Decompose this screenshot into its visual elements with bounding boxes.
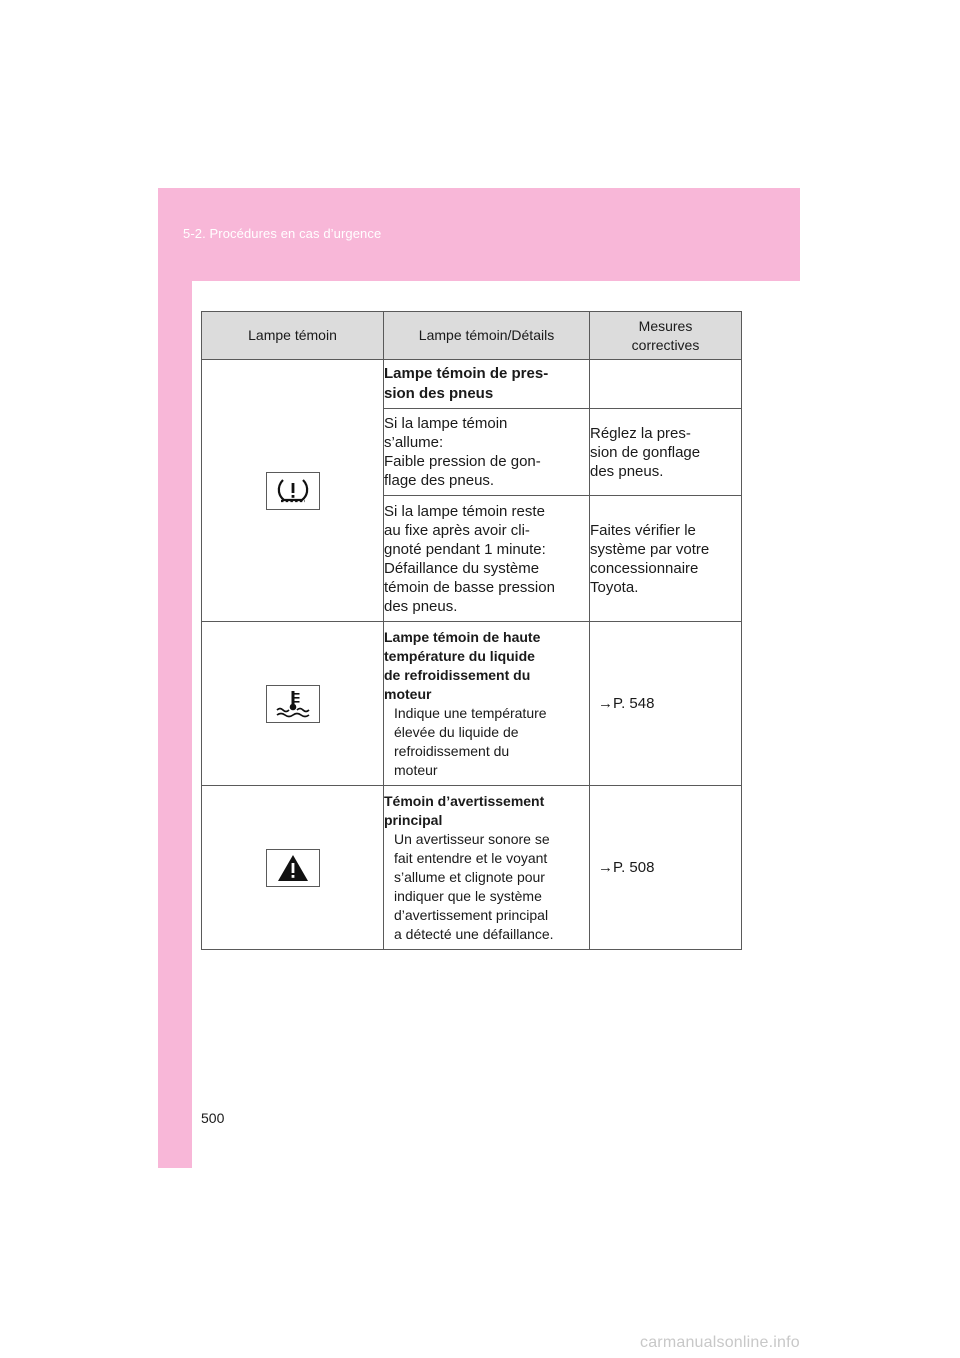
tpms-malfunction-action: Faites vérifier le système par votre concessionnaire Toyota. bbox=[590, 496, 742, 622]
tpms-low-pressure-action: Réglez la pres- sion de gonflage des pneus. bbox=[590, 409, 742, 496]
tpms-malfunction-detail: Si la lampe témoin reste au fixe après avoir cli- gnoté pendant 1 minute: Défaillance du système témoin de basse pression des pneus. bbox=[384, 496, 590, 622]
tpms-title-action-empty bbox=[590, 360, 742, 409]
header-corrective-action: Mesures correctives bbox=[590, 312, 742, 360]
master-warning-detail: Témoin d’avertissement principal Un avertisseur sonore se fait entendre et le voyant s’allume et clignote pour indiquer que le système d’avertissement principal a détecté une défaillance. bbox=[384, 786, 590, 950]
coolant-icon-cell bbox=[202, 622, 384, 786]
warning-lights-table bbox=[201, 311, 742, 950]
site-watermark: carmanualsonline.info bbox=[640, 1334, 800, 1351]
header-details: Lampe témoin/Détails bbox=[384, 312, 590, 360]
tpms-icon-cell bbox=[202, 360, 384, 622]
table-row bbox=[202, 622, 742, 786]
master-warning-icon-cell bbox=[202, 786, 384, 950]
table-header-row bbox=[202, 312, 742, 360]
table-row bbox=[202, 360, 742, 409]
header-warning-light: Lampe témoin bbox=[202, 312, 384, 360]
coolant-detail: Lampe témoin de haute température du liquide de refroidissement du moteur Indique une température élevée du liquide de refroidissement du moteur bbox=[384, 622, 590, 786]
tpms-title: Lampe témoin de pres- sion des pneus bbox=[384, 360, 590, 409]
coolant-action bbox=[590, 622, 742, 786]
coolant-temperature-warning-icon bbox=[266, 685, 320, 723]
coolant-page-reference[interactable]: →P. 548 bbox=[598, 694, 655, 712]
tpms-low-pressure-detail: Si la lampe témoin s’allume: Faible pression de gon- flage des pneus. bbox=[384, 409, 590, 496]
section-title: 5-2. Procédures en cas d’urgence bbox=[183, 226, 382, 241]
page-number: 500 bbox=[201, 1110, 225, 1126]
master-warning-page-reference[interactable]: →P. 508 bbox=[598, 858, 655, 876]
master-warning-action bbox=[590, 786, 742, 950]
chapter-side-band bbox=[158, 281, 192, 1168]
table-row bbox=[202, 786, 742, 950]
tire-pressure-warning-icon bbox=[266, 472, 320, 510]
master-warning-icon bbox=[266, 849, 320, 887]
